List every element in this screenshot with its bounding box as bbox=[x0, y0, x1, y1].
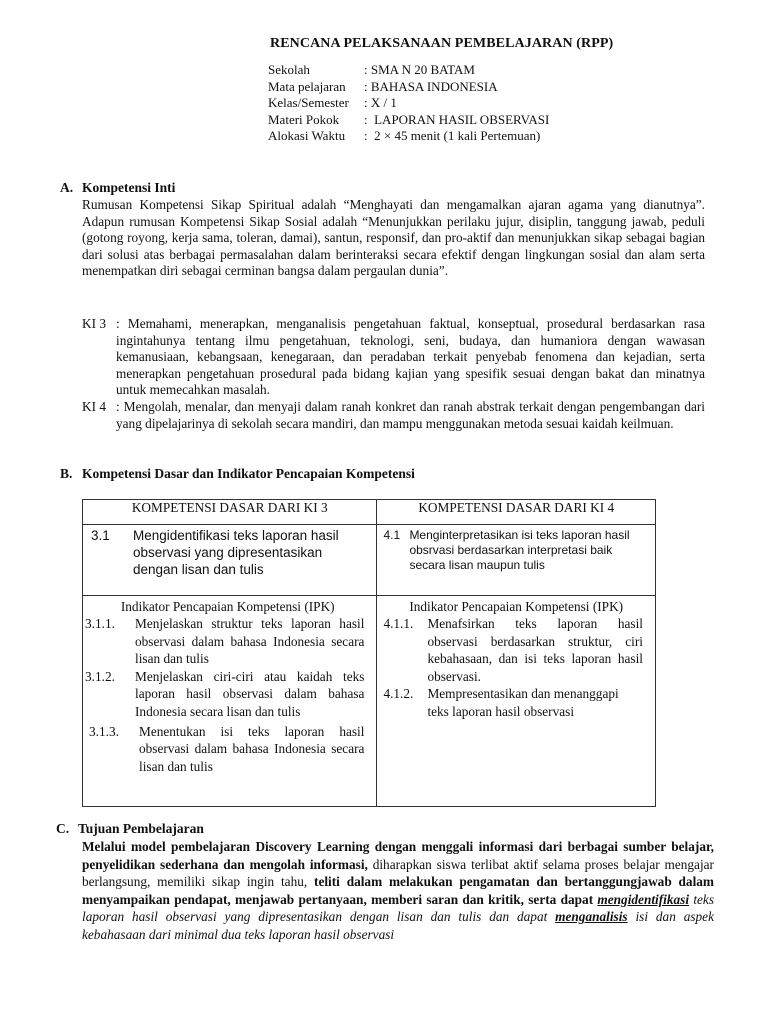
meta-value: : SMA N 20 BATAM bbox=[364, 62, 475, 77]
ipk-text: Mempresentasikan dan menanggapi teks laporan hasil observasi bbox=[427, 686, 619, 719]
kd4-item bbox=[377, 525, 655, 576]
tujuan-keyword: menganalisis bbox=[555, 909, 628, 925]
kd4-number: 4.1 bbox=[383, 528, 401, 542]
ipk-heading: Indikator Pencapaian Kompetensi (IPK) bbox=[120, 599, 335, 614]
ki3-text: : Memahami, menerapkan, menganalisis pengetahuan faktual, konseptual, prosedural berdasarkan rasa ingintahunya tentang ilmu pengetahuan, teknologi, seni, budaya, dan humaniora dengan wawasan kemanusiaan, kebangsaan, kenegaraan, dan peradaban terkait penyebab fenomena dan kejadian, serta menerapkan pengetahuan prosedural pada bidang kajian yang spesifik sesuai dengan bakat dan minatnya untuk memecahkan masalah. bbox=[116, 316, 705, 398]
ipk-heading: Indikator Pencapaian Kompetensi (IPK) bbox=[409, 599, 624, 614]
ipk-item bbox=[383, 685, 649, 720]
ipk-text: Menentukan isi teks laporan hasil observasi dalam bahasa Indonesia secara lisan dan tulis bbox=[139, 723, 365, 774]
ki4-text: : Mengolah, menalar, dan menyaji dalam ranah konkret dan ranah abstrak terkait dengan pengembangan dari yang dipelajarinya di sekolah secara mandiri, dan mampu menggunakan metoda sesuai kaidah keilmuan. bbox=[116, 399, 705, 431]
kd4-cell bbox=[377, 525, 656, 596]
section-letter: A. bbox=[60, 180, 74, 195]
section-letter: C. bbox=[56, 821, 70, 836]
ki3-item bbox=[82, 316, 705, 399]
meta-key: Sekolah bbox=[268, 62, 310, 77]
meta-value: : BAHASA INDONESIA bbox=[364, 78, 498, 94]
section-title: Tujuan Pembelajaran bbox=[78, 821, 204, 836]
meta-key: Kelas/Semester bbox=[268, 95, 349, 111]
kompetensi-inti-paragraph: Rumusan Kompetensi Sikap Spiritual adalah “Menghayati dan mengamalkan ajaran agama yang dianutnya”. Adapun rumusan Kompetensi Sikap Sosial adalah “Menunjukkan perilaku jujur, disiplin, tanggung jawab, peduli (gotong royong, kerja sama, toleran, damai), santun, responsif, dan pro-aktif dan menunjukkan sikap sebagai bagian dari solusi atas berbagai permasalahan dalam berinteraksi secara efektif dengan lingkungan sosial dan alam serta menempatkan diri sebagai cerminan bangsa dalam pergaulan dunia”. bbox=[82, 197, 705, 279]
ki4-label: KI 4 bbox=[82, 399, 107, 414]
kd4-text: Menginterpretasikan isi teks laporan hasil obsrvasi berdasarkan interpretasi baik secara lisan maupun tulis bbox=[409, 528, 630, 572]
ipk-item bbox=[85, 668, 370, 721]
section-b-heading bbox=[60, 466, 415, 482]
meta-row bbox=[268, 62, 549, 79]
identity-block bbox=[268, 62, 549, 145]
section-title: Kompetensi Dasar dan Indikator Pencapaian Kompetensi bbox=[82, 466, 415, 481]
column-header-ki3: KOMPETENSI DASAR DARI KI 3 bbox=[83, 500, 377, 525]
ipk-number: 4.1.2. bbox=[383, 686, 414, 702]
kd3-cell bbox=[83, 525, 377, 596]
table-header-row bbox=[83, 500, 656, 525]
meta-value: : X / 1 bbox=[364, 95, 397, 111]
meta-value: : LAPORAN HASIL OBSERVASI bbox=[364, 111, 550, 127]
ipk-text: Menafsirkan teks laporan hasil observasi berdasarkan struktur, ciri kebahasaan, dan isi teks laporan hasil observasi. bbox=[427, 616, 643, 684]
ipk-item bbox=[85, 615, 370, 668]
tujuan-keyword: mengidentifikasi bbox=[597, 891, 690, 907]
tujuan-text: teliti dalam melakukan pengamatan dan bertanggungjawab dalam menyampaikan pendapat, menjawab pertanyaan, memberi saran dan kritik, serta dapat bbox=[82, 874, 714, 907]
ki4-item bbox=[82, 399, 705, 432]
meta-row bbox=[268, 79, 549, 96]
kd3-number: 3.1 bbox=[91, 528, 110, 543]
ipk-left-cell bbox=[83, 596, 377, 807]
section-title: Kompetensi Inti bbox=[82, 180, 176, 195]
table-row-ipk bbox=[83, 596, 656, 807]
document-title: RENCANA PELAKSANAAN PEMBELAJARAN (RPP) bbox=[270, 36, 614, 51]
meta-key: Alokasi Waktu bbox=[268, 128, 346, 144]
meta-row bbox=[268, 95, 549, 112]
meta-key: Materi Pokok bbox=[268, 111, 340, 127]
section-c-heading bbox=[56, 821, 204, 837]
ipk-item bbox=[383, 615, 649, 685]
ipk-text: Menjelaskan ciri-ciri atau kaidah teks laporan hasil observasi dalam bahasa Indonesia secara lisan dan tulis bbox=[135, 668, 365, 719]
meta-row bbox=[268, 112, 549, 129]
ipk-text: Menjelaskan struktur teks laporan hasil observasi dalam bahasa Indonesia secara lisan dan tulis bbox=[135, 616, 365, 667]
column-header-ki4: KOMPETENSI DASAR DARI KI 4 bbox=[377, 500, 656, 525]
tujuan-text: Melalui model pembelajaran Discovery Learning dengan menggali informasi dari berbagai sumber belajar, penyelidikan sederhana dan mengolah informasi, bbox=[82, 839, 714, 872]
ipk-number: 3.1.3. bbox=[89, 723, 119, 739]
table-row-kd bbox=[83, 525, 656, 596]
kd3-text: Mengidentifikasi teks laporan hasil observasi yang dipresentasikan dengan lisan dan tulis bbox=[133, 528, 339, 577]
tujuan-text: teks laporan hasil observasi yang dipresentasikan dengan lisan dan tulis dan dapat bbox=[82, 891, 715, 925]
section-a-heading bbox=[60, 180, 175, 196]
kompetensi-dasar-table bbox=[82, 499, 656, 807]
ipk-number: 3.1.2. bbox=[85, 668, 115, 684]
ipk-number: 3.1.1. bbox=[85, 616, 115, 631]
section-letter: B. bbox=[60, 466, 73, 481]
tujuan-text: diharapkan siswa terlibat aktif selama proses belajar mengajar berlangsung, memiliki sikap ingin tahu, bbox=[82, 856, 714, 890]
ipk-right-cell bbox=[377, 596, 656, 807]
tujuan-text: isi dan aspek kebahasaan dari minimal dua teks laporan hasil observasi bbox=[82, 909, 714, 942]
ipk-number: 4.1.1. bbox=[383, 616, 414, 631]
meta-row bbox=[268, 128, 549, 145]
meta-value: : 2 × 45 menit (1 kali Pertemuan) bbox=[364, 128, 541, 144]
ki3-label: KI 3 bbox=[82, 316, 107, 331]
ipk-item bbox=[85, 723, 370, 776]
kd3-item bbox=[83, 525, 376, 580]
meta-key: Mata pelajaran bbox=[268, 78, 346, 94]
tujuan-pembelajaran-paragraph bbox=[82, 838, 714, 944]
